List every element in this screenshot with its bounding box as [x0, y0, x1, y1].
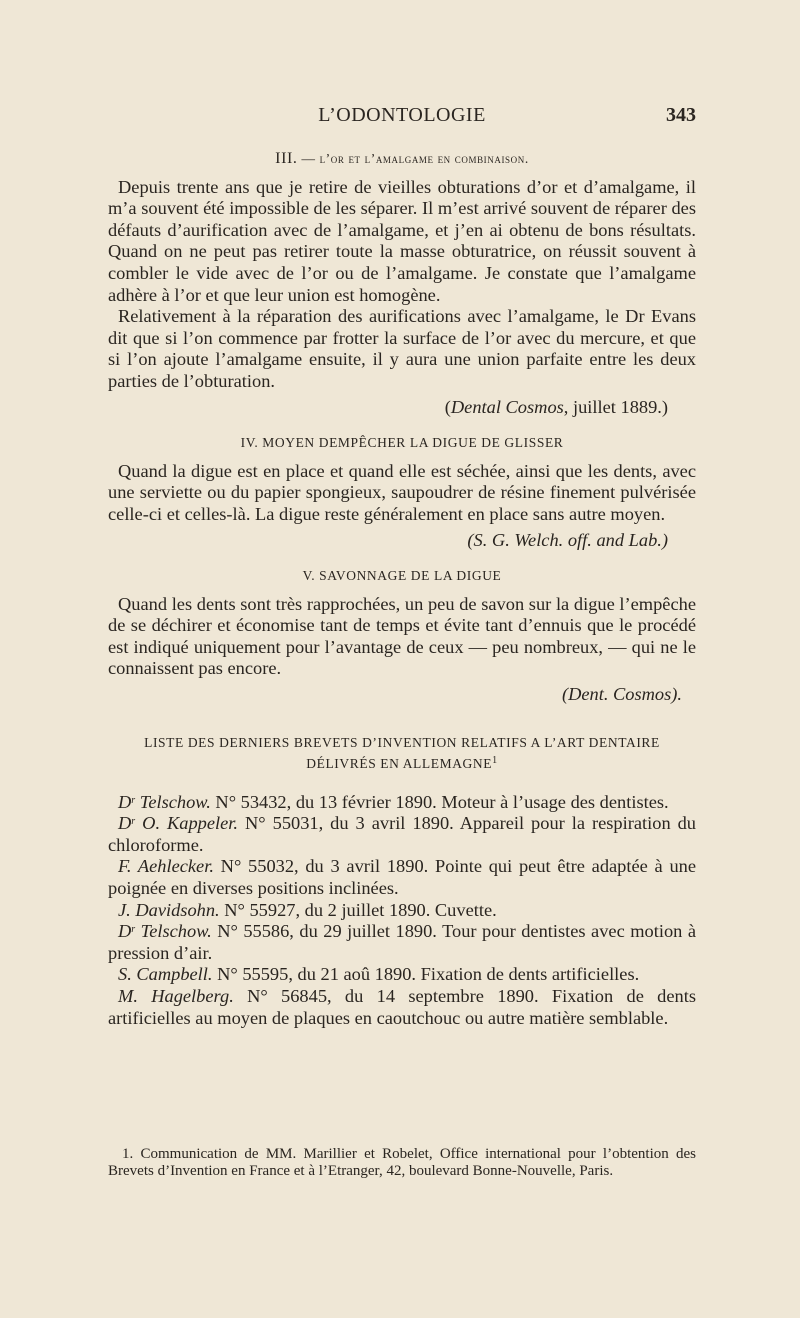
patent-holder — [118, 900, 220, 920]
section-3-number: III. — [275, 150, 298, 167]
section-3-source: (Dental Cosmos, juillet 1889.) — [444, 396, 668, 417]
patent-list-title-line-2-wrap — [108, 753, 696, 774]
section-5-heading: V. SAVONNAGE DE LA DIGUE — [302, 568, 502, 584]
holder-title-sup: r — [131, 924, 136, 936]
section-4-heading: IV. MOYEN DEMPÊCHER LA DIGUE DE GLISSER — [240, 435, 564, 451]
section-3-paragraph-1: Depuis trente ans que je retire de vieilles obturations d’or et d’amalgame, il m’a souvent été impossible de les séparer. Il m’est arrivé souvent de réparer des défauts d’aurification avec de l’amalgame, et j’en ai obtenu de bons résultats. Quand on ne peut pas retirer toute la masse obturatrice, on réussit souvent à combler le vide avec de l’or ou de l’amalgame. Je constate que l’amalgame adhère à l’or et que leur union est homogène. — [108, 176, 696, 305]
patent-description: N° 55595, du 21 aoû 1890. Fixation de dents artificielles. — [212, 964, 640, 985]
patent-entry — [108, 986, 696, 1029]
holder-title-sup: r — [131, 816, 136, 828]
holder-name: M. Hagelberg. — [118, 986, 234, 1006]
section-3-heading — [108, 148, 696, 170]
patent-entry — [108, 921, 696, 964]
holder-name: Telschow. — [135, 791, 211, 812]
holder-name: S. Campbell. — [118, 964, 213, 985]
holder-name: F. Aehlecker. — [118, 856, 214, 877]
section-5-paragraph: Quand les dents sont très rapprochées, un peu de savon sur la digue l’empêche de se déchirer et économise tant de temps et évite tant d’ennuis que le procédé est indiqué uniquement pour l’avantage de ceux — peu nombreux, — qui ne le connaissent pas encore. — [108, 593, 696, 679]
patent-description: N° 53432, du 13 février 1890. Moteur à l’usage des dentistes. — [210, 791, 669, 812]
patent-entry — [108, 900, 696, 922]
patent-holder — [118, 964, 213, 984]
patent-entry — [108, 856, 696, 899]
patent-holder — [118, 986, 234, 1006]
footnote-text: 1. Communication de MM. Marillier et Robelet, Office international pour l’obtention des Brevets d’Invention en France et à l’Etranger, 42, boulevard Bonne-Nouvelle, Paris. — [108, 1146, 696, 1179]
holder-name: O. Kappeler. — [135, 813, 239, 834]
section-5-source — [108, 684, 696, 706]
page-body — [108, 146, 696, 1029]
holder-title: D — [118, 791, 132, 812]
patent-description: N° 55586, du 29 juillet 1890. Tour pour dentistes avec motion à pression d’air. — [108, 921, 696, 963]
patent-holder — [118, 792, 211, 812]
section-5-source-text: (Dent. Cosmos). — [561, 684, 682, 705]
footnote — [108, 1146, 696, 1180]
patent-entry — [108, 964, 696, 986]
holder-title: D — [118, 921, 132, 942]
section-3-paragraph-2: Relativement à la réparation des aurifications avec l’amalgame, le Dr Evans dit que si l’on commence par frotter la surface de l’or avec du mercure, et que si l’on ajoute l’amalgame ensuite, il y aura une union parfaite entre les deux parties de l’obturation. — [108, 306, 696, 391]
holder-title: D — [118, 813, 132, 834]
patent-description: N° 55031, du 3 avril 1890. Appareil pour la respiration du chloroforme. — [108, 813, 697, 855]
footnote-marker: 1 — [492, 754, 498, 766]
patent-holder — [118, 813, 238, 833]
patent-description: N° 55032, du 3 avril 1890. Pointe qui peut être adaptée à une poignée en diverses positions inclinées. — [108, 856, 696, 899]
patent-description: N° 56845, du 14 septembre 1890. Fixation de dents artificielles au moyen de plaques en caoutchouc ou autre matière semblable. — [108, 986, 696, 1028]
patent-list-heading — [108, 732, 696, 774]
patent-holder — [118, 921, 212, 941]
section-4-paragraph: Quand la digue est en place et quand elle est séchée, ainsi que les dents, avec une serviette ou du papier spongieux, saupoudrer de résine finement pulvérisée celle-ci et celles-là. La digue reste généralement en place sans autre moyen. — [108, 460, 696, 524]
section-3-source-date: , juillet 1889.) — [563, 396, 668, 417]
page-header — [108, 104, 696, 134]
patent-list-title-line-1: LISTE DES DERNIERS BREVETS D’INVENTION RELATIFS A L’ART DENTAIRE — [144, 734, 660, 750]
patent-holder — [118, 856, 214, 876]
holder-name: J. Davidsohn. — [118, 899, 220, 920]
patent-entry — [108, 792, 696, 814]
holder-title-sup: r — [131, 794, 136, 806]
patent-description: N° 55927, du 2 juillet 1890. Cuvette. — [219, 899, 497, 920]
patent-list — [108, 792, 696, 1030]
section-4-source-text: (S. G. Welch. off. and Lab.) — [467, 529, 668, 550]
running-title: L’ODONTOLOGIE — [318, 104, 486, 126]
holder-name: Telschow. — [135, 921, 212, 942]
page-number: 343 — [666, 104, 696, 126]
patent-list-title-line-2: DÉLIVRÉS EN ALLEMAGNE — [306, 755, 493, 771]
section-4-source — [108, 530, 696, 552]
section-3-title: — l’or et l’amalgame en combinaison. — [297, 151, 529, 166]
section-3-source-title: Dental Cosmos — [450, 396, 564, 417]
patent-entry — [108, 813, 696, 856]
